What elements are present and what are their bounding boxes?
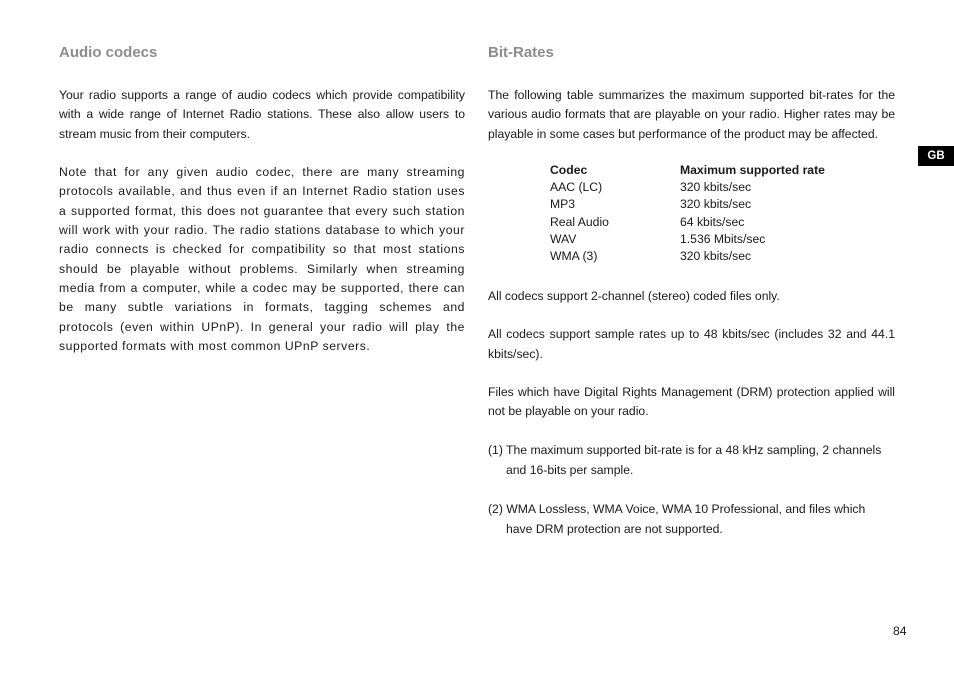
left-column (59, 44, 465, 356)
codec-cell: Real Audio (550, 214, 609, 229)
table-row (550, 214, 825, 231)
rate-cell: 320 kbits/sec (680, 249, 752, 264)
paragraph-stereo-support: All codecs support 2-channel (stereo) coded files only. (488, 288, 780, 303)
rate-cell: 320 kbits/sec (680, 197, 752, 212)
table-header-row (550, 162, 825, 179)
codec-cell: AAC (LC) (550, 180, 603, 195)
section-heading-bit-rates: Bit-Rates (488, 44, 554, 61)
paragraph-drm: Files which have Digital Rights Management (DRM) protection applied will not be playable on your radio. (488, 385, 895, 419)
table-row (550, 196, 825, 213)
codec-cell: WMA (3) (550, 249, 598, 264)
page-number: 84 (893, 624, 907, 638)
table-row (550, 179, 825, 196)
paragraph-streaming-protocols: Note that for any given audio codec, there are many streaming protocols available, and thus even if an Internet Radio station uses a supported format, this does not guarantee that every such station will work with your radio. The radio stations database to which your radio connects is checked for compatibility so that most stations should be playable without problems. Similarly when streaming media from a computer, while a codec may be supported, there can be many subtle variations in formats, tagging schemes and protocols (even within UPnP). In general your radio will play the supported formats with most common UPnP servers. (59, 165, 465, 353)
bitrate-table (550, 162, 825, 266)
table-header-max-rate: Maximum supported rate (680, 162, 825, 177)
footnote-2: (2) WMA Lossless, WMA Voice, WMA 10 Professional, and files which have DRM protection are not supported. (488, 501, 866, 536)
paragraph-codec-support: Your radio supports a range of audio codecs which provide compatibility with a wide range of Internet Radio stations. These also allow users to stream music from their computers. (59, 88, 465, 141)
language-tab-gb: GB (918, 146, 954, 166)
rate-cell: 64 kbits/sec (680, 214, 745, 229)
right-column (488, 44, 895, 540)
table-row (550, 248, 825, 265)
table-row (550, 231, 825, 248)
rate-cell: 320 kbits/sec (680, 180, 752, 195)
codec-cell: WAV (550, 232, 577, 247)
paragraph-sample-rates: All codecs support sample rates up to 48 kbits/sec (includes 32 and 44.1 kbits/sec). (488, 327, 895, 361)
footnote-1: (1) The maximum supported bit-rate is for a 48 kHz sampling, 2 channels and 16-bits per sample. (488, 443, 882, 477)
paragraph-bitrate-intro: The following table summarizes the maximum supported bit-rates for the various audio formats that are playable on your radio. Higher rates may be playable in some cases but performance of the product may be affected. (488, 88, 895, 141)
codec-cell: MP3 (550, 197, 576, 212)
table-header-codec: Codec (550, 162, 588, 177)
rate-cell: 1.536 Mbits/sec (680, 232, 766, 247)
section-heading-audio-codecs: Audio codecs (59, 44, 158, 61)
